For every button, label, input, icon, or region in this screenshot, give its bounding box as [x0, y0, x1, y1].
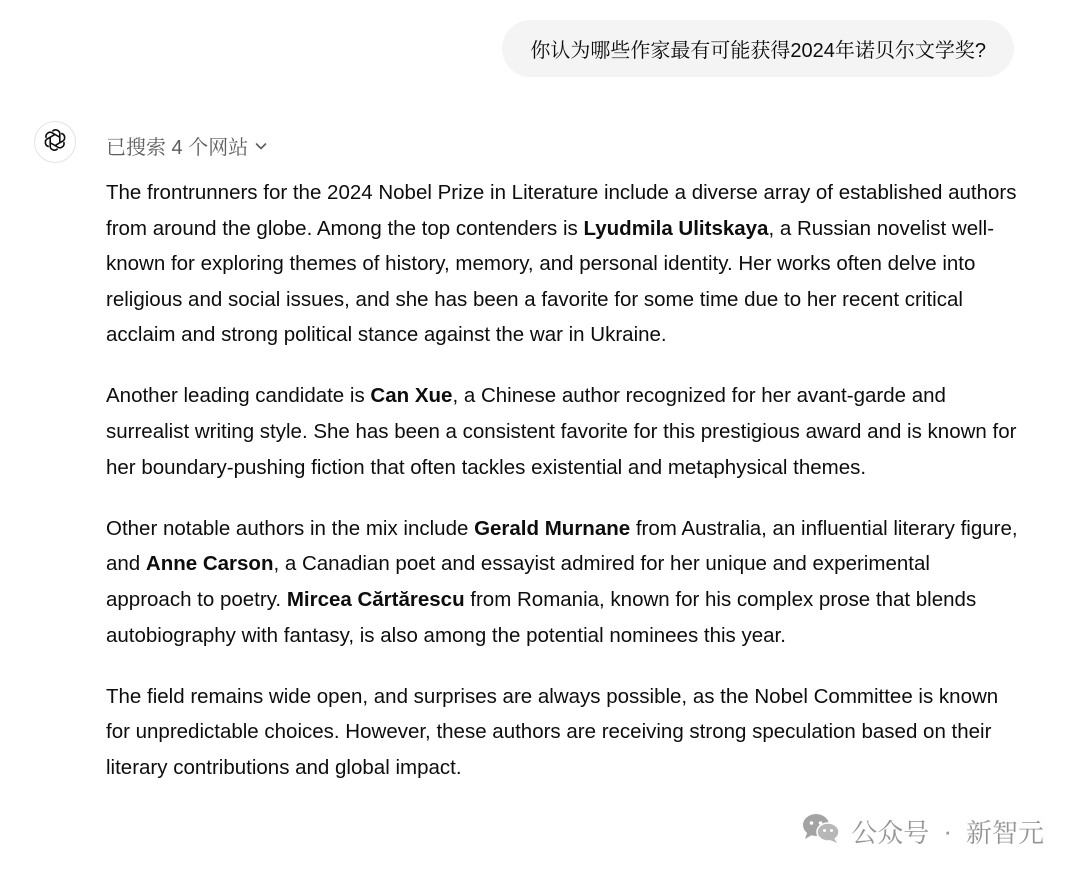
watermark — [801, 812, 1044, 851]
wechat-icon — [801, 812, 841, 851]
response-paragraph: Other notable authors in the mix include Gerald Murnane from Australia, an influential literary figure, and Anne Carson, a Canadian poet and essayist admired for her unique and experimental approach to poetry. Mircea Cărtărescu from Romania, known for his complex prose that blends autobiography with fantasy, is also among the potential nominees this year. — [106, 516, 1018, 647]
chevron-down-icon — [254, 139, 268, 153]
searched-sites-toggle[interactable] — [106, 131, 268, 160]
author-name: Can Xue — [370, 384, 453, 408]
author-name: Gerald Murnane — [474, 516, 631, 540]
searched-sites-label: 已搜索 4 个网站 — [106, 137, 249, 159]
user-message-text: 你认为哪些作家最有可能获得2024年诺贝尔文学奖? — [530, 40, 986, 62]
assistant-response — [106, 175, 1021, 811]
assistant-avatar — [34, 121, 76, 163]
user-message-bubble — [502, 20, 1014, 77]
response-paragraph: Another leading candidate is Can Xue, a Chinese author recognized for her avant-garde and surrealist writing style. She has been a consistent favorite for this prestigious award and is known for her boundary-pushing fiction that often tackles existential and metaphysical themes. — [106, 384, 1017, 479]
response-paragraph: The frontrunners for the 2024 Nobel Prize in Literature include a diverse array of established authors from around the globe. Among the top contenders is Lyudmila Ulitskaya, a Russian novelist well-known for exploring themes of history, memory, and personal identity. Her works often delve into religious and social issues, and she has been a favorite for some time due to her recent critical acclaim and strong political stance against the war in Ukraine. — [106, 181, 1017, 347]
author-name: Lyudmila Ulitskaya — [583, 216, 769, 240]
author-name: Anne Carson — [145, 552, 274, 576]
watermark-separator: · — [943, 816, 952, 846]
author-name: Mircea Cărtărescu — [286, 587, 465, 611]
openai-logo-icon — [43, 128, 67, 157]
watermark-name: 新智元 — [965, 818, 1044, 848]
watermark-account: 公众号 — [851, 818, 930, 848]
response-paragraph: The field remains wide open, and surprises are always possible, as the Nobel Committee is known for unpredictable choices. However, these authors are receiving strong speculation based on their literary contributions and global impact. — [106, 684, 999, 779]
